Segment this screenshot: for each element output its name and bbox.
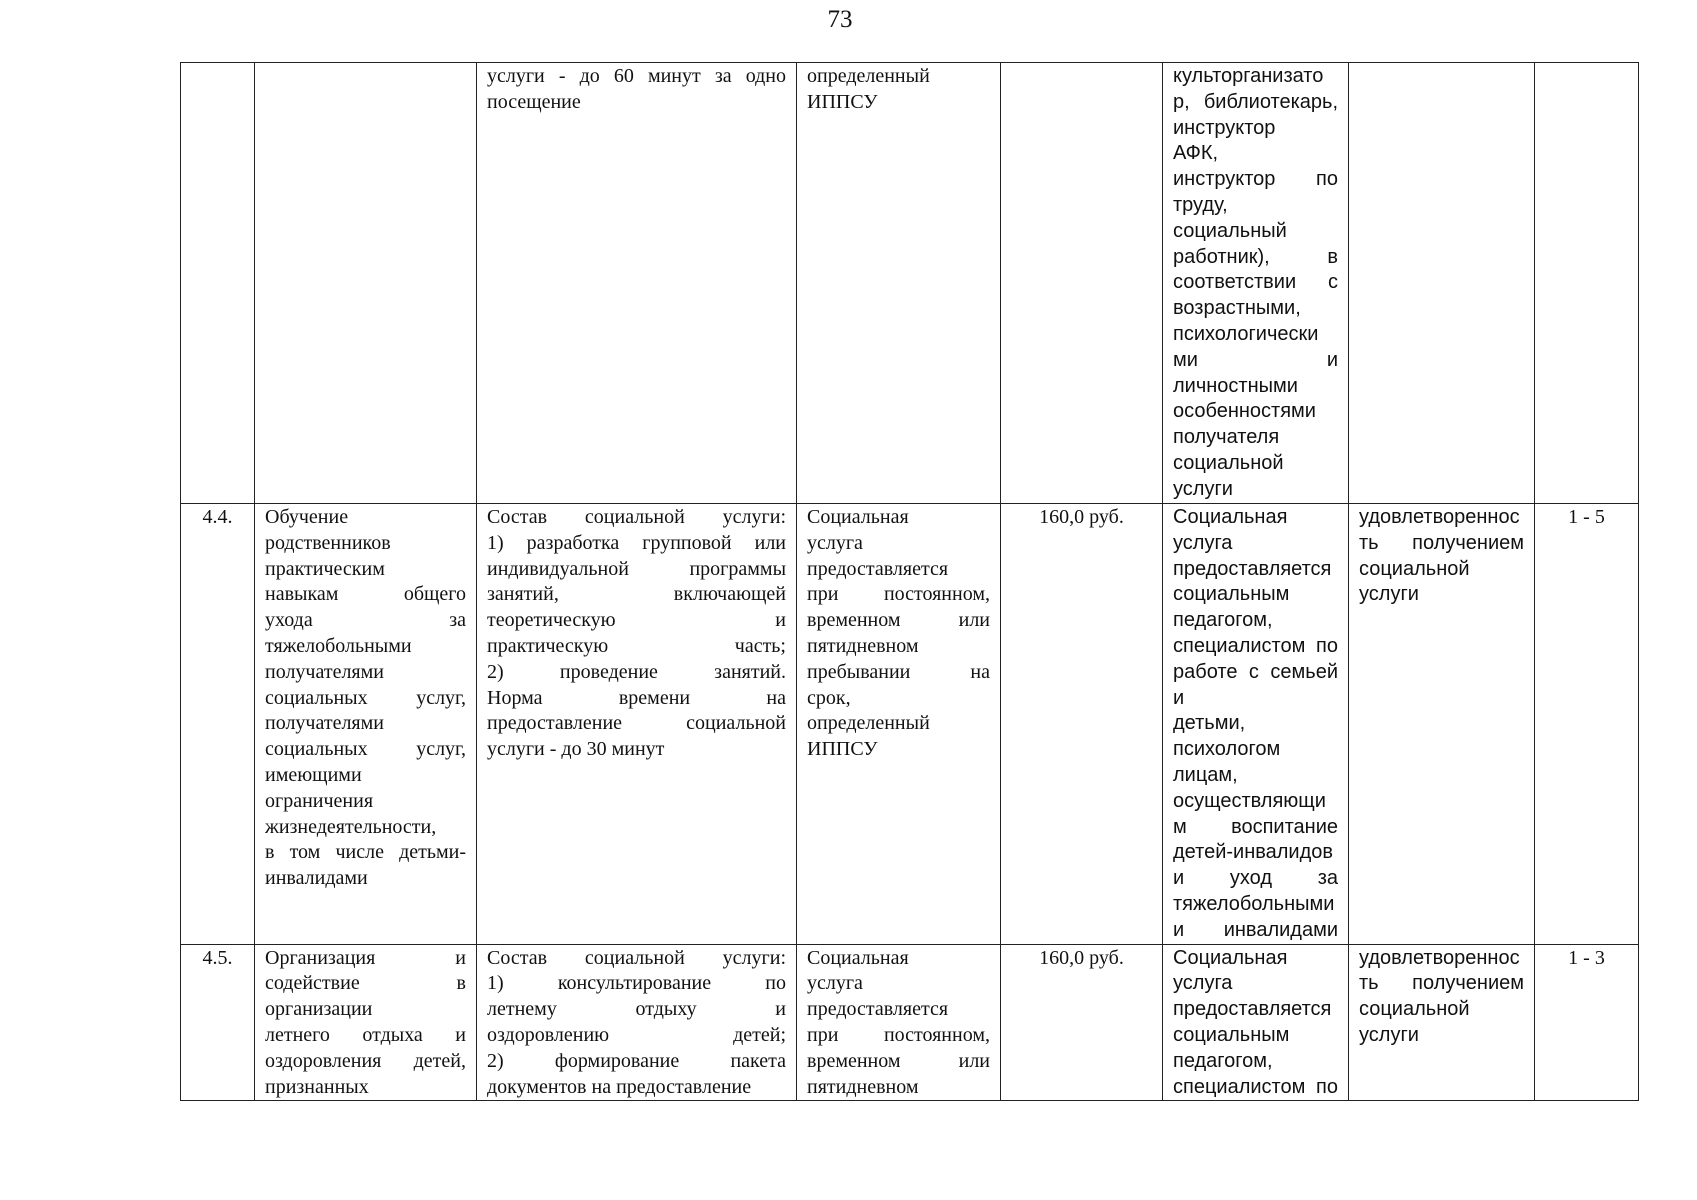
cell-text-line: ми и bbox=[1173, 348, 1338, 371]
cell-text-line: срок, bbox=[807, 686, 851, 709]
cell-text-line: определенный bbox=[807, 65, 930, 87]
cell-text-line: работник), в bbox=[1173, 245, 1338, 268]
services-table bbox=[180, 62, 1639, 1101]
cell-text-line: летнего отдыха и bbox=[265, 1023, 466, 1046]
cell-text-line: психологом bbox=[1173, 738, 1281, 761]
cell-text-line: педагогом, bbox=[1173, 1049, 1273, 1072]
service-indicator-cell bbox=[1349, 504, 1535, 945]
cell-text: 1 - 5 bbox=[1568, 506, 1605, 528]
cell-text-line: Социальная bbox=[1173, 506, 1288, 528]
cell-text-line: летнему отдыху и bbox=[487, 998, 786, 1021]
cell-text-line: занятий, включающей bbox=[487, 583, 786, 606]
cell-text-line: культорганизато bbox=[1173, 65, 1324, 87]
service-tariff-cell bbox=[1001, 504, 1163, 945]
cell-text-line: организации bbox=[265, 998, 373, 1021]
cell-text-line: детей-инвалидов bbox=[1173, 841, 1334, 864]
cell-text-line: теоретическую и bbox=[487, 609, 786, 632]
cell-text-line: родственников bbox=[265, 531, 391, 554]
cell-text-line: Организация и bbox=[265, 946, 466, 969]
cell-text-line: осуществляющи bbox=[1173, 789, 1326, 812]
cell-text-line: оздоровления детей, bbox=[265, 1049, 466, 1072]
cell-text-line: социальный bbox=[1173, 219, 1287, 242]
cell-text-line: услуга bbox=[807, 531, 863, 554]
cell-text-line: ухода за bbox=[265, 609, 466, 632]
cell-text-line: услуги - до 60 минут за одно bbox=[487, 65, 786, 87]
cell-text-line: удовлетвореннос bbox=[1359, 506, 1520, 528]
cell-text-line: р, библиотекарь, bbox=[1173, 90, 1338, 113]
cell-text-line: пятидневном bbox=[807, 1075, 919, 1098]
service-score-cell bbox=[1535, 63, 1639, 504]
cell-text-line: определенный bbox=[807, 712, 930, 735]
cell-text-line: работе с семьей и bbox=[1173, 660, 1338, 709]
cell-text-line: услуга bbox=[1173, 972, 1233, 995]
service-tariff-cell bbox=[1001, 63, 1163, 504]
cell-text: 4.5. bbox=[202, 946, 233, 969]
cell-text-line: предоставляется bbox=[1173, 998, 1332, 1021]
cell-text-line: Состав социальной услуги: bbox=[487, 946, 786, 969]
cell-text-line: имеющими bbox=[265, 763, 362, 786]
cell-text-line: при постоянном, bbox=[807, 583, 990, 606]
cell-text-line: социальным bbox=[1173, 583, 1290, 606]
cell-text-line: пятидневном bbox=[807, 634, 919, 657]
cell-text-line: предоставляется bbox=[1173, 557, 1332, 580]
cell-text-line: ИППСУ bbox=[807, 90, 878, 113]
cell-text-line: при постоянном, bbox=[807, 1023, 990, 1046]
cell-text-line: АФК, bbox=[1173, 142, 1219, 165]
cell-text-line: практическим bbox=[265, 557, 385, 580]
cell-text-line: Обучение bbox=[265, 506, 349, 528]
cell-text-line: жизнедеятельности, bbox=[265, 815, 437, 838]
cell-text-line: удовлетвореннос bbox=[1359, 946, 1520, 969]
cell-text-line: социальной bbox=[1359, 998, 1470, 1021]
cell-text: 1 - 3 bbox=[1568, 946, 1605, 969]
cell-text-line: социальным bbox=[1173, 1023, 1290, 1046]
cell-text-line: детьми, bbox=[1173, 712, 1246, 735]
cell-text-line: документов на предоставление bbox=[487, 1075, 752, 1098]
cell-text: 160,0 руб. bbox=[1039, 946, 1124, 969]
service-name-cell bbox=[255, 944, 477, 1101]
cell-text-line: Норма времени на bbox=[487, 686, 786, 709]
cell-text-line: временном или bbox=[807, 609, 990, 632]
service-number-cell bbox=[181, 944, 255, 1101]
service-performer-cell bbox=[1163, 944, 1349, 1101]
cell-text-line: педагогом, bbox=[1173, 609, 1273, 632]
cell-text-line: специалистом по bbox=[1173, 634, 1338, 657]
cell-text-line: 1) консультирование по bbox=[487, 972, 786, 995]
cell-text: 160,0 руб. bbox=[1039, 506, 1124, 528]
service-name-cell bbox=[255, 63, 477, 504]
cell-text-line: инструктор bbox=[1173, 116, 1276, 139]
cell-text-line: услуги bbox=[1359, 583, 1419, 606]
cell-text-line: услуги bbox=[1359, 1023, 1419, 1046]
cell-text-line: в том числе детьми- bbox=[265, 841, 466, 864]
cell-text-line: социальной bbox=[1359, 557, 1470, 580]
table-row bbox=[181, 504, 1639, 945]
service-conditions-cell bbox=[797, 504, 1001, 945]
table-row bbox=[181, 944, 1639, 1101]
cell-text-line: посещение bbox=[487, 90, 581, 113]
cell-text-line: социальных услуг, bbox=[265, 686, 466, 709]
service-indicator-cell bbox=[1349, 944, 1535, 1101]
cell-text-line: Социальная bbox=[807, 506, 909, 528]
page-number: 73 bbox=[827, 6, 853, 33]
cell-text-line: пребывании на bbox=[807, 660, 990, 683]
cell-text-line: 1) разработка групповой или bbox=[487, 531, 786, 554]
cell-text-line: Социальная bbox=[807, 946, 909, 969]
cell-text-line: ограничения bbox=[265, 789, 374, 812]
cell-text-line: содействие в bbox=[265, 972, 466, 995]
cell-text-line: лицам, bbox=[1173, 763, 1238, 786]
cell-text-line: социальной bbox=[1173, 451, 1284, 474]
cell-text-line: социальных услуг, bbox=[265, 738, 466, 761]
cell-text-line: соответствии с bbox=[1173, 271, 1338, 294]
service-conditions-cell bbox=[797, 944, 1001, 1101]
cell-text-line: предоставляется bbox=[807, 557, 949, 580]
cell-text-line: инструктор по bbox=[1173, 168, 1338, 191]
table-row bbox=[181, 63, 1639, 504]
cell-text-line: услуги - до 30 минут bbox=[487, 738, 665, 761]
service-number-cell bbox=[181, 63, 255, 504]
cell-text-line: предоставление социальной bbox=[487, 712, 786, 735]
cell-text-line: ИППСУ bbox=[807, 738, 878, 761]
cell-text-line: и инвалидами bbox=[1173, 918, 1338, 941]
service-performer-cell bbox=[1163, 63, 1349, 504]
cell-text-line: психологически bbox=[1173, 322, 1319, 345]
cell-text-line: навыкам общего bbox=[265, 583, 466, 606]
cell-text-line: Социальная bbox=[1173, 946, 1288, 969]
service-conditions-cell bbox=[797, 63, 1001, 504]
cell-text-line: практическую часть; bbox=[487, 634, 786, 657]
cell-text-line: 2) проведение занятий. bbox=[487, 660, 786, 683]
cell-text-line: 2) формирование пакета bbox=[487, 1049, 786, 1072]
cell-text-line: услуга bbox=[1173, 531, 1233, 554]
cell-text-line: ть получением bbox=[1359, 972, 1524, 995]
service-performer-cell bbox=[1163, 504, 1349, 945]
cell-text-line: Состав социальной услуги: bbox=[487, 506, 786, 528]
cell-text-line: тяжелобольными bbox=[1173, 892, 1335, 915]
cell-text-line: индивидуальной программы bbox=[487, 557, 786, 580]
cell-text-line: личностными bbox=[1173, 374, 1298, 397]
cell-text-line: м воспитание bbox=[1173, 815, 1338, 838]
cell-text-line: получателями bbox=[265, 660, 384, 683]
service-description-cell bbox=[477, 944, 797, 1101]
service-indicator-cell bbox=[1349, 63, 1535, 504]
service-name-cell bbox=[255, 504, 477, 945]
cell-text-line: предоставляется bbox=[807, 998, 949, 1021]
cell-text-line: получателя bbox=[1173, 426, 1280, 449]
cell-text-line: и уход за bbox=[1173, 867, 1338, 890]
cell-text-line: услуга bbox=[807, 972, 863, 995]
service-score-cell bbox=[1535, 504, 1639, 945]
cell-text-line: специалистом по bbox=[1173, 1075, 1338, 1098]
service-description-cell bbox=[477, 504, 797, 945]
service-score-cell bbox=[1535, 944, 1639, 1101]
cell-text-line: признанных bbox=[265, 1075, 369, 1098]
service-number-cell bbox=[181, 504, 255, 945]
service-description-cell bbox=[477, 63, 797, 504]
cell-text-line: особенностями bbox=[1173, 400, 1316, 423]
cell-text-line: временном или bbox=[807, 1049, 990, 1072]
cell-text-line: получателями bbox=[265, 712, 384, 735]
cell-text-line: ть получением bbox=[1359, 531, 1524, 554]
cell-text-line: тяжелобольными bbox=[265, 634, 412, 657]
cell-text-line: услуги bbox=[1173, 477, 1233, 500]
cell-text-line: оздоровлению детей; bbox=[487, 1023, 786, 1046]
service-tariff-cell bbox=[1001, 944, 1163, 1101]
cell-text-line: возрастными, bbox=[1173, 297, 1301, 320]
cell-text: 4.4. bbox=[202, 506, 233, 528]
cell-text-line: труду, bbox=[1173, 193, 1228, 216]
cell-text-line: инвалидами bbox=[265, 867, 368, 890]
